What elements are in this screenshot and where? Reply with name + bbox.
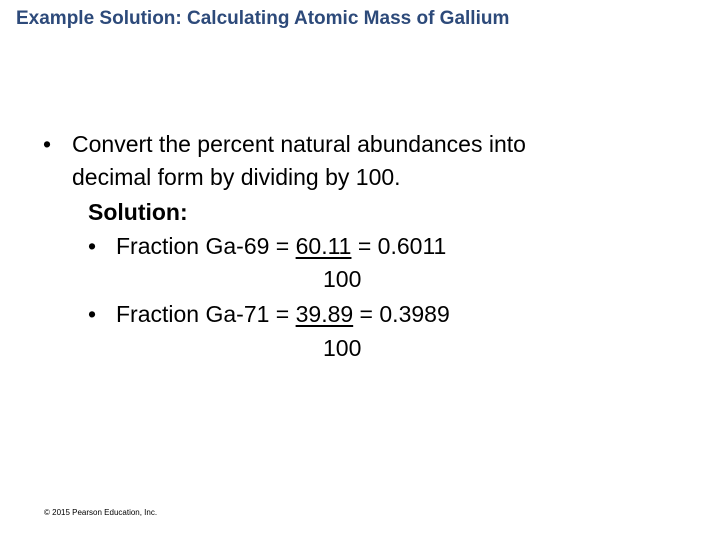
fraction-denominator: 100 [323, 266, 362, 292]
fraction-prefix: Fraction Ga-71 = [116, 301, 296, 327]
fraction-denominator: 100 [323, 335, 362, 361]
solution-label: Solution: [88, 199, 188, 225]
fraction-numerator: 60.11 [295, 233, 352, 259]
slide-title: Example Solution: Calculating Atomic Mass of Gallium [16, 8, 510, 29]
copyright-footer: © 2015 Pearson Education, Inc. [44, 508, 158, 517]
bullet-marker: • [43, 131, 52, 157]
main-point-line-2: decimal form by dividing by 100. [72, 164, 401, 190]
fraction-ga71-equation [116, 303, 450, 326]
fraction-numerator: 39.89 [295, 301, 354, 327]
main-point-line-1: Convert the percent natural abundances into [72, 131, 526, 157]
fraction-ga69-equation [116, 235, 446, 258]
sub-bullet-marker: • [88, 233, 97, 259]
fraction-prefix: Fraction Ga-69 = [116, 233, 296, 259]
sub-bullet-marker: • [88, 301, 97, 327]
fraction-result: = 0.6011 [351, 233, 447, 259]
fraction-result: = 0.3989 [353, 301, 450, 327]
